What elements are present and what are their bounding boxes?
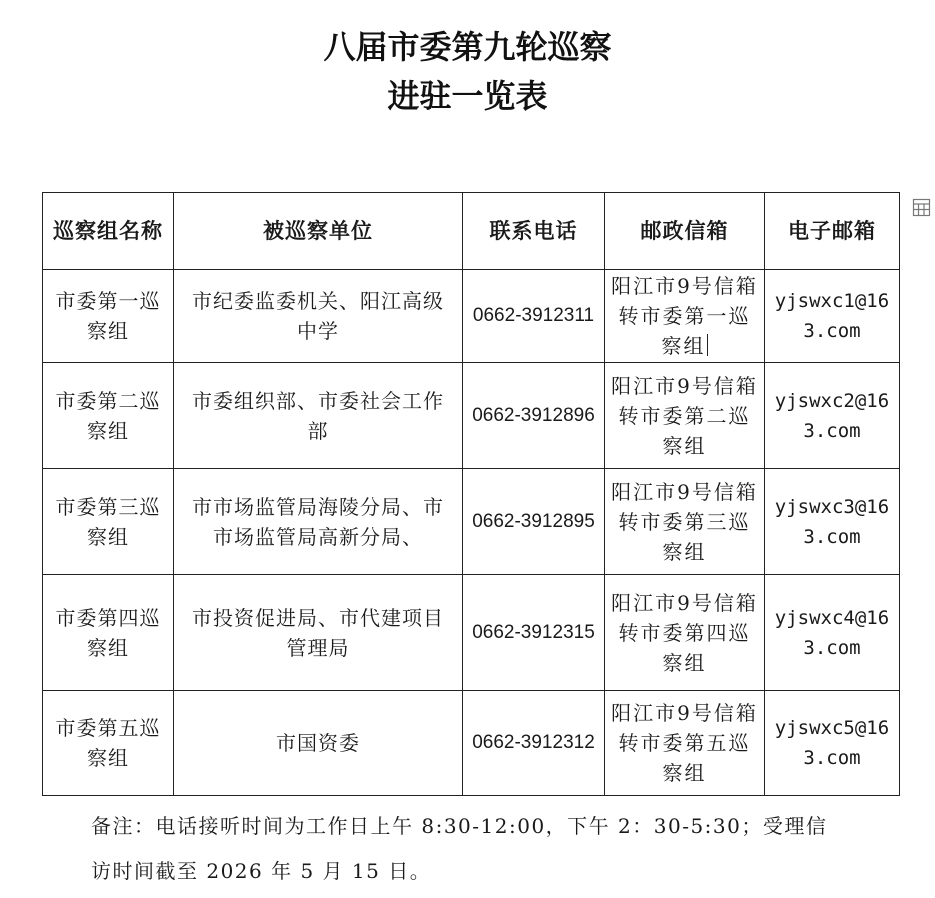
cell-phone: 0662-3912312 — [463, 691, 605, 796]
inspection-table — [42, 192, 900, 796]
table-row — [43, 469, 900, 575]
cell-phone: 0662-3912315 — [463, 575, 605, 691]
cell-mailbox: 阳江市9号信箱转市委第三巡察组 — [605, 469, 765, 575]
table-row — [43, 691, 900, 796]
cell-unit: 市市场监管局海陵分局、市市场监管局高新分局、 — [174, 469, 463, 575]
table-row — [43, 575, 900, 691]
cell-unit: 市委组织部、市委社会工作部 — [174, 363, 463, 469]
cell-unit: 市纪委监委机关、阳江高级中学 — [174, 270, 463, 363]
cell-email: yjswxc4@163.com — [765, 575, 900, 691]
cell-phone: 0662-3912311 — [463, 270, 605, 363]
table-header-row — [43, 193, 900, 270]
cell-group: 市委第一巡察组 — [43, 270, 174, 363]
header-mailbox: 邮政信箱 — [605, 193, 765, 270]
cell-phone: 0662-3912896 — [463, 363, 605, 469]
cell-unit: 市投资促进局、市代建项目管理局 — [174, 575, 463, 691]
cell-email: yjswxc1@163.com — [765, 270, 900, 363]
cell-mailbox: 阳江市9号信箱转市委第五巡察组 — [605, 691, 765, 796]
text-cursor — [707, 334, 708, 356]
cell-unit: 市国资委 — [174, 691, 463, 796]
cell-group: 市委第五巡察组 — [43, 691, 174, 796]
mailbox-text: 阳江市9号信箱转市委第一巡察组 — [611, 274, 758, 358]
header-group-name: 巡察组名称 — [43, 193, 174, 270]
cell-email: yjswxc5@163.com — [765, 691, 900, 796]
cell-phone: 0662-3912895 — [463, 469, 605, 575]
cell-mailbox[interactable] — [605, 270, 765, 363]
document-title-line2: 进驻一览表 — [387, 77, 548, 115]
header-phone: 联系电话 — [463, 193, 605, 270]
cell-group: 市委第四巡察组 — [43, 575, 174, 691]
cell-mailbox: 阳江市9号信箱转市委第二巡察组 — [605, 363, 765, 469]
note-line2: 访时间截至 2026 年 5 月 15 日。 — [91, 859, 432, 883]
cell-group: 市委第二巡察组 — [43, 363, 174, 469]
header-inspected-unit: 被巡察单位 — [174, 193, 463, 270]
table-row — [43, 270, 900, 363]
header-email: 电子邮箱 — [765, 193, 900, 270]
table-row — [43, 363, 900, 469]
note-line1: 备注：电话接听时间为工作日上午 8:30-12:00，下午 2：30-5:30；受理信 — [91, 814, 828, 838]
cell-email: yjswxc3@163.com — [765, 469, 900, 575]
cell-mailbox: 阳江市9号信箱转市委第四巡察组 — [605, 575, 765, 691]
table-layout-icon[interactable] — [912, 198, 931, 217]
cell-email: yjswxc2@163.com — [765, 363, 900, 469]
cell-group: 市委第三巡察组 — [43, 469, 174, 575]
document-title-line1: 八届市委第九轮巡察 — [323, 28, 612, 66]
